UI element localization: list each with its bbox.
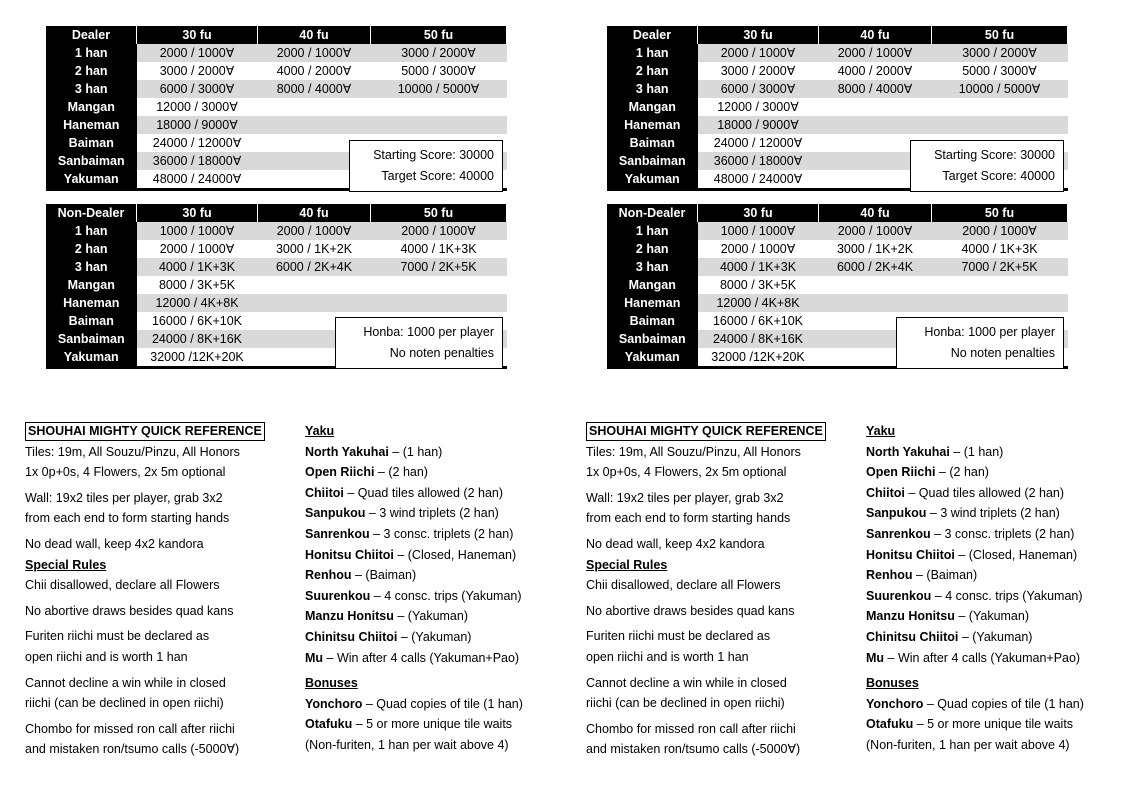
score-cell: 2000 / 1000∀ bbox=[137, 44, 258, 62]
yaku-desc: – (Baiman) bbox=[351, 568, 417, 583]
rule-line: Chii disallowed, declare all Flowers bbox=[25, 578, 220, 593]
row-label: Yakuman bbox=[46, 348, 137, 368]
score-cell: 2000 / 1000∀ bbox=[932, 222, 1068, 240]
note-line: Starting Score: 30000 bbox=[934, 148, 1055, 162]
score-cell: 24000 / 12000∀ bbox=[713, 136, 803, 150]
list-item bbox=[866, 503, 1116, 524]
note-line: Target Score: 40000 bbox=[381, 169, 494, 183]
yaku-name: Chinitsu Chiitoi bbox=[305, 629, 398, 644]
list-item bbox=[305, 442, 555, 463]
column-header: 30 fu bbox=[137, 204, 258, 222]
table-header-row bbox=[607, 204, 1068, 222]
row-label: 1 han bbox=[607, 222, 698, 240]
score-cell: 8000 / 3K+5K bbox=[158, 278, 236, 292]
yaku-list bbox=[866, 421, 1116, 756]
yaku-name: Chiitoi bbox=[305, 485, 344, 500]
row-label: Baiman bbox=[46, 134, 137, 152]
bonus-name: Yonchoro bbox=[305, 696, 363, 711]
row-label: Baiman bbox=[46, 312, 137, 330]
yaku-name: Open Riichi bbox=[866, 465, 936, 480]
column-header: 50 fu bbox=[371, 26, 507, 44]
score-cell: 3000 / 2000∀ bbox=[159, 64, 235, 78]
rule-line: Chombo for missed ron call after riichi bbox=[586, 721, 796, 736]
bonuses-heading: Bonuses bbox=[305, 676, 358, 691]
table-row bbox=[46, 240, 507, 258]
yaku-desc: – (Baiman) bbox=[912, 568, 978, 583]
row-label: 2 han bbox=[46, 62, 137, 80]
yaku-name: Chinitsu Chiitoi bbox=[866, 629, 959, 644]
yaku-name: Honitsu Chiitoi bbox=[866, 547, 955, 562]
score-cell: 18000 / 9000∀ bbox=[137, 116, 258, 134]
score-cell bbox=[371, 276, 507, 294]
yaku-desc: – (1 han) bbox=[388, 444, 443, 459]
bonus-detail: (Non-furiten, 1 han per wait above 4) bbox=[305, 737, 509, 752]
yaku-desc: – (2 han) bbox=[935, 465, 989, 480]
yaku-name: Manzu Honitsu bbox=[305, 609, 394, 624]
row-label: Yakuman bbox=[607, 348, 698, 368]
yaku-name: Suurenkou bbox=[305, 588, 371, 603]
text-line: from each end to form starting hands bbox=[25, 511, 230, 526]
rule-line: Furiten riichi must be declared as bbox=[586, 629, 771, 644]
list-item bbox=[866, 524, 1116, 545]
yaku-name: Sanrenkou bbox=[866, 526, 931, 541]
score-cell: 2000 / 1000∀ bbox=[720, 242, 796, 256]
yaku-name: Open Riichi bbox=[305, 465, 375, 480]
row-label: Mangan bbox=[607, 98, 698, 116]
note-line: Starting Score: 30000 bbox=[373, 148, 494, 162]
score-cell: 4000 / 1K+3K bbox=[961, 242, 1038, 256]
rule-line: open riichi and is worth 1 han bbox=[586, 649, 749, 664]
list-item bbox=[305, 524, 555, 545]
score-cell: 4000 / 1K+3K bbox=[698, 258, 819, 276]
column-header: Dealer bbox=[607, 26, 698, 44]
bonus-detail: (Non-furiten, 1 han per wait above 4) bbox=[866, 737, 1070, 752]
yaku-name: Sanpukou bbox=[305, 506, 366, 521]
yaku-name: North Yakuhai bbox=[305, 444, 389, 459]
quick-reference bbox=[586, 421, 856, 760]
yaku-desc: – 3 wind triplets (2 han) bbox=[365, 506, 499, 521]
column-header: 40 fu bbox=[819, 26, 932, 44]
note-line: Honba: 1000 per player bbox=[363, 325, 494, 339]
yaku-name: Sanrenkou bbox=[305, 526, 370, 541]
note-line: No noten penalties bbox=[950, 346, 1055, 360]
score-cell: 2000 / 1000∀ bbox=[371, 222, 507, 240]
card-right bbox=[561, 0, 1121, 793]
yaku-desc: – (2 han) bbox=[374, 465, 428, 480]
column-header: Non-Dealer bbox=[607, 204, 698, 222]
rule-line: No abortive draws besides quad kans bbox=[25, 603, 234, 618]
yaku-desc: – Win after 4 calls (Yakuman+Pao) bbox=[323, 650, 520, 665]
special-rules-heading: Special Rules bbox=[586, 557, 668, 572]
text-line: Tiles: 19m, All Souzu/Pinzu, All Honors bbox=[586, 444, 801, 459]
list-item bbox=[305, 462, 555, 483]
yaku-name: Renhou bbox=[305, 568, 352, 583]
score-cell: 48000 / 24000∀ bbox=[698, 170, 819, 190]
column-header: 40 fu bbox=[258, 26, 371, 44]
score-cell bbox=[258, 116, 371, 134]
column-header: Dealer bbox=[46, 26, 137, 44]
yaku-desc: – 3 wind triplets (2 han) bbox=[926, 506, 1060, 521]
score-cell: 16000 / 6K+10K bbox=[151, 314, 242, 328]
table-row bbox=[46, 258, 507, 276]
yaku-desc: – 3 consc. triplets (2 han) bbox=[369, 526, 514, 541]
text-line: 1x 0p+0s, 4 Flowers, 2x 5m optional bbox=[25, 465, 226, 480]
score-cell: 10000 / 5000∀ bbox=[371, 80, 507, 98]
rule-line: Cannot decline a win while in closed bbox=[586, 675, 787, 690]
text-line: No dead wall, keep 4x2 kandora bbox=[586, 536, 765, 551]
table-row bbox=[607, 62, 1068, 80]
score-cell: 18000 / 9000∀ bbox=[698, 116, 819, 134]
text-line: 1x 0p+0s, 4 Flowers, 2x 5m optional bbox=[586, 465, 787, 480]
bonus-name: Otafuku bbox=[866, 717, 914, 732]
score-cell bbox=[258, 98, 371, 116]
table-row bbox=[46, 276, 507, 294]
score-cell: 8000 / 4000∀ bbox=[819, 80, 932, 98]
list-item bbox=[866, 462, 1116, 483]
yaku-desc: – 4 consc. trips (Yakuman) bbox=[931, 588, 1083, 603]
yaku-desc: – (1 han) bbox=[949, 444, 1004, 459]
score-cell bbox=[819, 98, 932, 116]
dealer-note-box bbox=[349, 140, 503, 192]
column-header: 50 fu bbox=[932, 26, 1068, 44]
score-cell: 48000 / 24000∀ bbox=[137, 170, 258, 190]
score-cell: 4000 / 2000∀ bbox=[276, 64, 352, 78]
rule-line: Chii disallowed, declare all Flowers bbox=[586, 578, 781, 593]
table-row bbox=[46, 222, 507, 240]
yaku-desc: – (Closed, Haneman) bbox=[393, 547, 517, 562]
table-row bbox=[607, 258, 1068, 276]
note-line: No noten penalties bbox=[389, 346, 494, 360]
score-cell bbox=[258, 294, 371, 312]
title-line bbox=[25, 421, 295, 442]
score-cell: 4000 / 2000∀ bbox=[837, 64, 913, 78]
row-label: 1 han bbox=[46, 44, 137, 62]
score-cell: 8000 / 3K+5K bbox=[719, 278, 797, 292]
bonus-desc: – Quad copies of tile (1 han) bbox=[923, 696, 1084, 711]
yaku-name: North Yakuhai bbox=[866, 444, 950, 459]
score-cell: 3000 / 2000∀ bbox=[720, 64, 796, 78]
list-item bbox=[866, 565, 1116, 586]
score-cell: 3000 / 2000∀ bbox=[371, 44, 507, 62]
yaku-heading: Yaku bbox=[305, 424, 335, 438]
list-item bbox=[866, 586, 1116, 607]
score-cell: 36000 / 18000∀ bbox=[698, 152, 819, 170]
rule-line: open riichi and is worth 1 han bbox=[25, 649, 188, 664]
reference-title: SHOUHAI MIGHTY QUICK REFERENCE bbox=[25, 422, 265, 441]
list-item bbox=[305, 627, 555, 648]
yaku-name: Honitsu Chiitoi bbox=[305, 547, 394, 562]
rule-line: riichi (can be declined in open riichi) bbox=[25, 696, 224, 711]
bonus-desc: – 5 or more unique tile waits bbox=[913, 717, 1074, 732]
table-row bbox=[607, 294, 1068, 312]
score-cell bbox=[932, 116, 1068, 134]
row-label: Sanbaiman bbox=[46, 330, 137, 348]
bonus-name: Otafuku bbox=[305, 717, 353, 732]
yaku-name: Mu bbox=[866, 650, 885, 665]
table-row bbox=[46, 80, 507, 98]
score-cell: 10000 / 5000∀ bbox=[932, 80, 1068, 98]
column-header: 30 fu bbox=[698, 204, 819, 222]
list-item bbox=[305, 714, 555, 735]
score-cell: 2000 / 1000∀ bbox=[258, 222, 371, 240]
yaku-name: Sanpukou bbox=[866, 506, 927, 521]
score-cell: 24000 / 8K+16K bbox=[698, 330, 819, 348]
rule-line: Furiten riichi must be declared as bbox=[25, 629, 210, 644]
score-cell bbox=[371, 294, 507, 312]
score-cell: 5000 / 3000∀ bbox=[401, 64, 476, 78]
score-cell bbox=[932, 294, 1068, 312]
row-label: Haneman bbox=[607, 294, 698, 312]
score-cell: 6000 / 3000∀ bbox=[698, 80, 819, 98]
yaku-desc: – (Closed, Haneman) bbox=[954, 547, 1078, 562]
list-item bbox=[866, 648, 1116, 669]
row-label: Haneman bbox=[46, 294, 137, 312]
score-cell bbox=[932, 276, 1068, 294]
yaku-name: Suurenkou bbox=[866, 588, 932, 603]
row-label: Mangan bbox=[46, 98, 137, 116]
row-label: 3 han bbox=[46, 258, 137, 276]
card-left bbox=[0, 0, 560, 793]
table-row bbox=[607, 80, 1068, 98]
text-line: Wall: 19x2 tiles per player, grab 3x2 bbox=[586, 490, 784, 505]
column-header: 50 fu bbox=[932, 204, 1068, 222]
row-label: Baiman bbox=[607, 312, 698, 330]
table-row bbox=[607, 98, 1068, 116]
text-line: Wall: 19x2 tiles per player, grab 3x2 bbox=[25, 490, 223, 505]
list-item bbox=[866, 627, 1116, 648]
table-row bbox=[607, 116, 1068, 134]
special-rules-heading: Special Rules bbox=[25, 557, 107, 572]
row-label: Mangan bbox=[607, 276, 698, 294]
table-row bbox=[46, 44, 507, 62]
list-item bbox=[866, 483, 1116, 504]
table-row bbox=[607, 240, 1068, 258]
row-label: Haneman bbox=[46, 116, 137, 134]
score-cell: 2000 / 1000∀ bbox=[698, 44, 819, 62]
yaku-name: Manzu Honitsu bbox=[866, 609, 955, 624]
score-cell bbox=[371, 98, 507, 116]
row-label: Yakuman bbox=[46, 170, 137, 190]
score-cell: 1000 / 1000∀ bbox=[698, 222, 819, 240]
score-cell: 2000 / 1000∀ bbox=[159, 242, 235, 256]
rule-line: Chombo for missed ron call after riichi bbox=[25, 721, 235, 736]
row-label: 3 han bbox=[607, 258, 698, 276]
column-header: 50 fu bbox=[371, 204, 507, 222]
score-cell: 32000 /12K+20K bbox=[698, 348, 819, 368]
row-label: 1 han bbox=[46, 222, 137, 240]
list-item bbox=[866, 545, 1116, 566]
bonus-desc: – Quad copies of tile (1 han) bbox=[362, 696, 523, 711]
score-cell: 12000 / 4K+8K bbox=[698, 294, 819, 312]
text-line: No dead wall, keep 4x2 kandora bbox=[25, 536, 204, 551]
yaku-desc: – Quad tiles allowed (2 han) bbox=[343, 485, 504, 500]
score-cell: 12000 / 3000∀ bbox=[156, 100, 238, 114]
title-line bbox=[586, 421, 856, 442]
row-label: Sanbaiman bbox=[46, 152, 137, 170]
score-cell: 3000 / 1K+2K bbox=[836, 242, 914, 256]
row-label: 3 han bbox=[46, 80, 137, 98]
yaku-desc: – (Yakuman) bbox=[397, 629, 472, 644]
score-cell: 6000 / 2K+4K bbox=[258, 258, 371, 276]
row-label: Baiman bbox=[607, 134, 698, 152]
score-cell: 4000 / 1K+3K bbox=[400, 242, 477, 256]
row-label: Mangan bbox=[46, 276, 137, 294]
list-item bbox=[305, 586, 555, 607]
table-row bbox=[46, 98, 507, 116]
score-cell: 2000 / 1000∀ bbox=[819, 44, 932, 62]
table-header-row bbox=[46, 26, 507, 44]
list-item bbox=[305, 606, 555, 627]
score-cell: 36000 / 18000∀ bbox=[137, 152, 258, 170]
yaku-name: Renhou bbox=[866, 568, 913, 583]
score-cell bbox=[258, 276, 371, 294]
column-header: 40 fu bbox=[258, 204, 371, 222]
row-label: 2 han bbox=[607, 240, 698, 258]
nondealer-note-box bbox=[896, 317, 1064, 369]
score-cell: 2000 / 1000∀ bbox=[258, 44, 371, 62]
table-header-row bbox=[607, 26, 1068, 44]
score-cell: 7000 / 2K+5K bbox=[932, 258, 1068, 276]
score-cell: 12000 / 3000∀ bbox=[717, 100, 799, 114]
table-header-row bbox=[46, 204, 507, 222]
row-label: 2 han bbox=[607, 62, 698, 80]
yaku-desc: – 4 consc. trips (Yakuman) bbox=[370, 588, 522, 603]
list-item bbox=[866, 694, 1116, 715]
row-label: 2 han bbox=[46, 240, 137, 258]
note-line: Target Score: 40000 bbox=[942, 169, 1055, 183]
list-item bbox=[866, 606, 1116, 627]
score-cell: 6000 / 3000∀ bbox=[137, 80, 258, 98]
list-item bbox=[305, 545, 555, 566]
rule-line: Cannot decline a win while in closed bbox=[25, 675, 226, 690]
score-cell: 24000 / 8K+16K bbox=[137, 330, 258, 348]
table-row bbox=[46, 294, 507, 312]
row-label: 3 han bbox=[607, 80, 698, 98]
list-item bbox=[305, 694, 555, 715]
row-label: Yakuman bbox=[607, 170, 698, 190]
yaku-name: Mu bbox=[305, 650, 324, 665]
column-header: 40 fu bbox=[819, 204, 932, 222]
score-cell: 2000 / 1000∀ bbox=[819, 222, 932, 240]
score-cell: 16000 / 6K+10K bbox=[712, 314, 803, 328]
row-label: Haneman bbox=[607, 116, 698, 134]
score-cell bbox=[371, 116, 507, 134]
score-cell: 7000 / 2K+5K bbox=[371, 258, 507, 276]
yaku-desc: – (Yakuman) bbox=[393, 609, 468, 624]
yaku-desc: – Win after 4 calls (Yakuman+Pao) bbox=[884, 650, 1081, 665]
yaku-list bbox=[305, 421, 555, 756]
row-label: 1 han bbox=[607, 44, 698, 62]
rule-line: riichi (can be declined in open riichi) bbox=[586, 696, 785, 711]
yaku-heading: Yaku bbox=[866, 424, 896, 438]
note-line: Honba: 1000 per player bbox=[924, 325, 1055, 339]
rule-line: and mistaken ron/tsumo calls (-5000∀) bbox=[586, 742, 801, 757]
column-header: 30 fu bbox=[698, 26, 819, 44]
list-item bbox=[305, 565, 555, 586]
quick-reference bbox=[25, 421, 295, 760]
yaku-desc: – Quad tiles allowed (2 han) bbox=[904, 485, 1065, 500]
column-header: 30 fu bbox=[137, 26, 258, 44]
yaku-name: Chiitoi bbox=[866, 485, 905, 500]
score-cell: 4000 / 1K+3K bbox=[137, 258, 258, 276]
rule-line: and mistaken ron/tsumo calls (-5000∀) bbox=[25, 742, 240, 757]
table-row bbox=[46, 116, 507, 134]
yaku-desc: – (Yakuman) bbox=[958, 629, 1033, 644]
row-label: Sanbaiman bbox=[607, 152, 698, 170]
list-item bbox=[866, 714, 1116, 735]
rule-line: No abortive draws besides quad kans bbox=[586, 603, 795, 618]
list-item bbox=[305, 483, 555, 504]
bonus-name: Yonchoro bbox=[866, 696, 924, 711]
score-cell: 12000 / 4K+8K bbox=[137, 294, 258, 312]
list-item bbox=[305, 648, 555, 669]
reference-title: SHOUHAI MIGHTY QUICK REFERENCE bbox=[586, 422, 826, 441]
score-cell bbox=[819, 116, 932, 134]
column-header: Non-Dealer bbox=[46, 204, 137, 222]
nondealer-note-box bbox=[335, 317, 503, 369]
row-label: Sanbaiman bbox=[607, 330, 698, 348]
bonuses-heading: Bonuses bbox=[866, 676, 919, 691]
bonus-desc: – 5 or more unique tile waits bbox=[352, 717, 513, 732]
score-cell: 3000 / 2000∀ bbox=[932, 44, 1068, 62]
table-row bbox=[46, 62, 507, 80]
score-cell: 24000 / 12000∀ bbox=[152, 136, 242, 150]
score-cell bbox=[819, 294, 932, 312]
score-cell: 5000 / 3000∀ bbox=[962, 64, 1037, 78]
score-cell: 6000 / 2K+4K bbox=[819, 258, 932, 276]
score-cell: 8000 / 4000∀ bbox=[258, 80, 371, 98]
yaku-desc: – (Yakuman) bbox=[954, 609, 1029, 624]
score-cell bbox=[932, 98, 1068, 116]
score-cell bbox=[819, 276, 932, 294]
table-row bbox=[607, 276, 1068, 294]
score-cell: 3000 / 1K+2K bbox=[275, 242, 353, 256]
table-row bbox=[607, 44, 1068, 62]
list-item bbox=[305, 503, 555, 524]
score-cell: 1000 / 1000∀ bbox=[137, 222, 258, 240]
dealer-note-box bbox=[910, 140, 1064, 192]
table-row bbox=[607, 222, 1068, 240]
list-item bbox=[866, 442, 1116, 463]
yaku-desc: – 3 consc. triplets (2 han) bbox=[930, 526, 1075, 541]
text-line: from each end to form starting hands bbox=[586, 511, 791, 526]
score-cell: 32000 /12K+20K bbox=[137, 348, 258, 368]
text-line: Tiles: 19m, All Souzu/Pinzu, All Honors bbox=[25, 444, 240, 459]
